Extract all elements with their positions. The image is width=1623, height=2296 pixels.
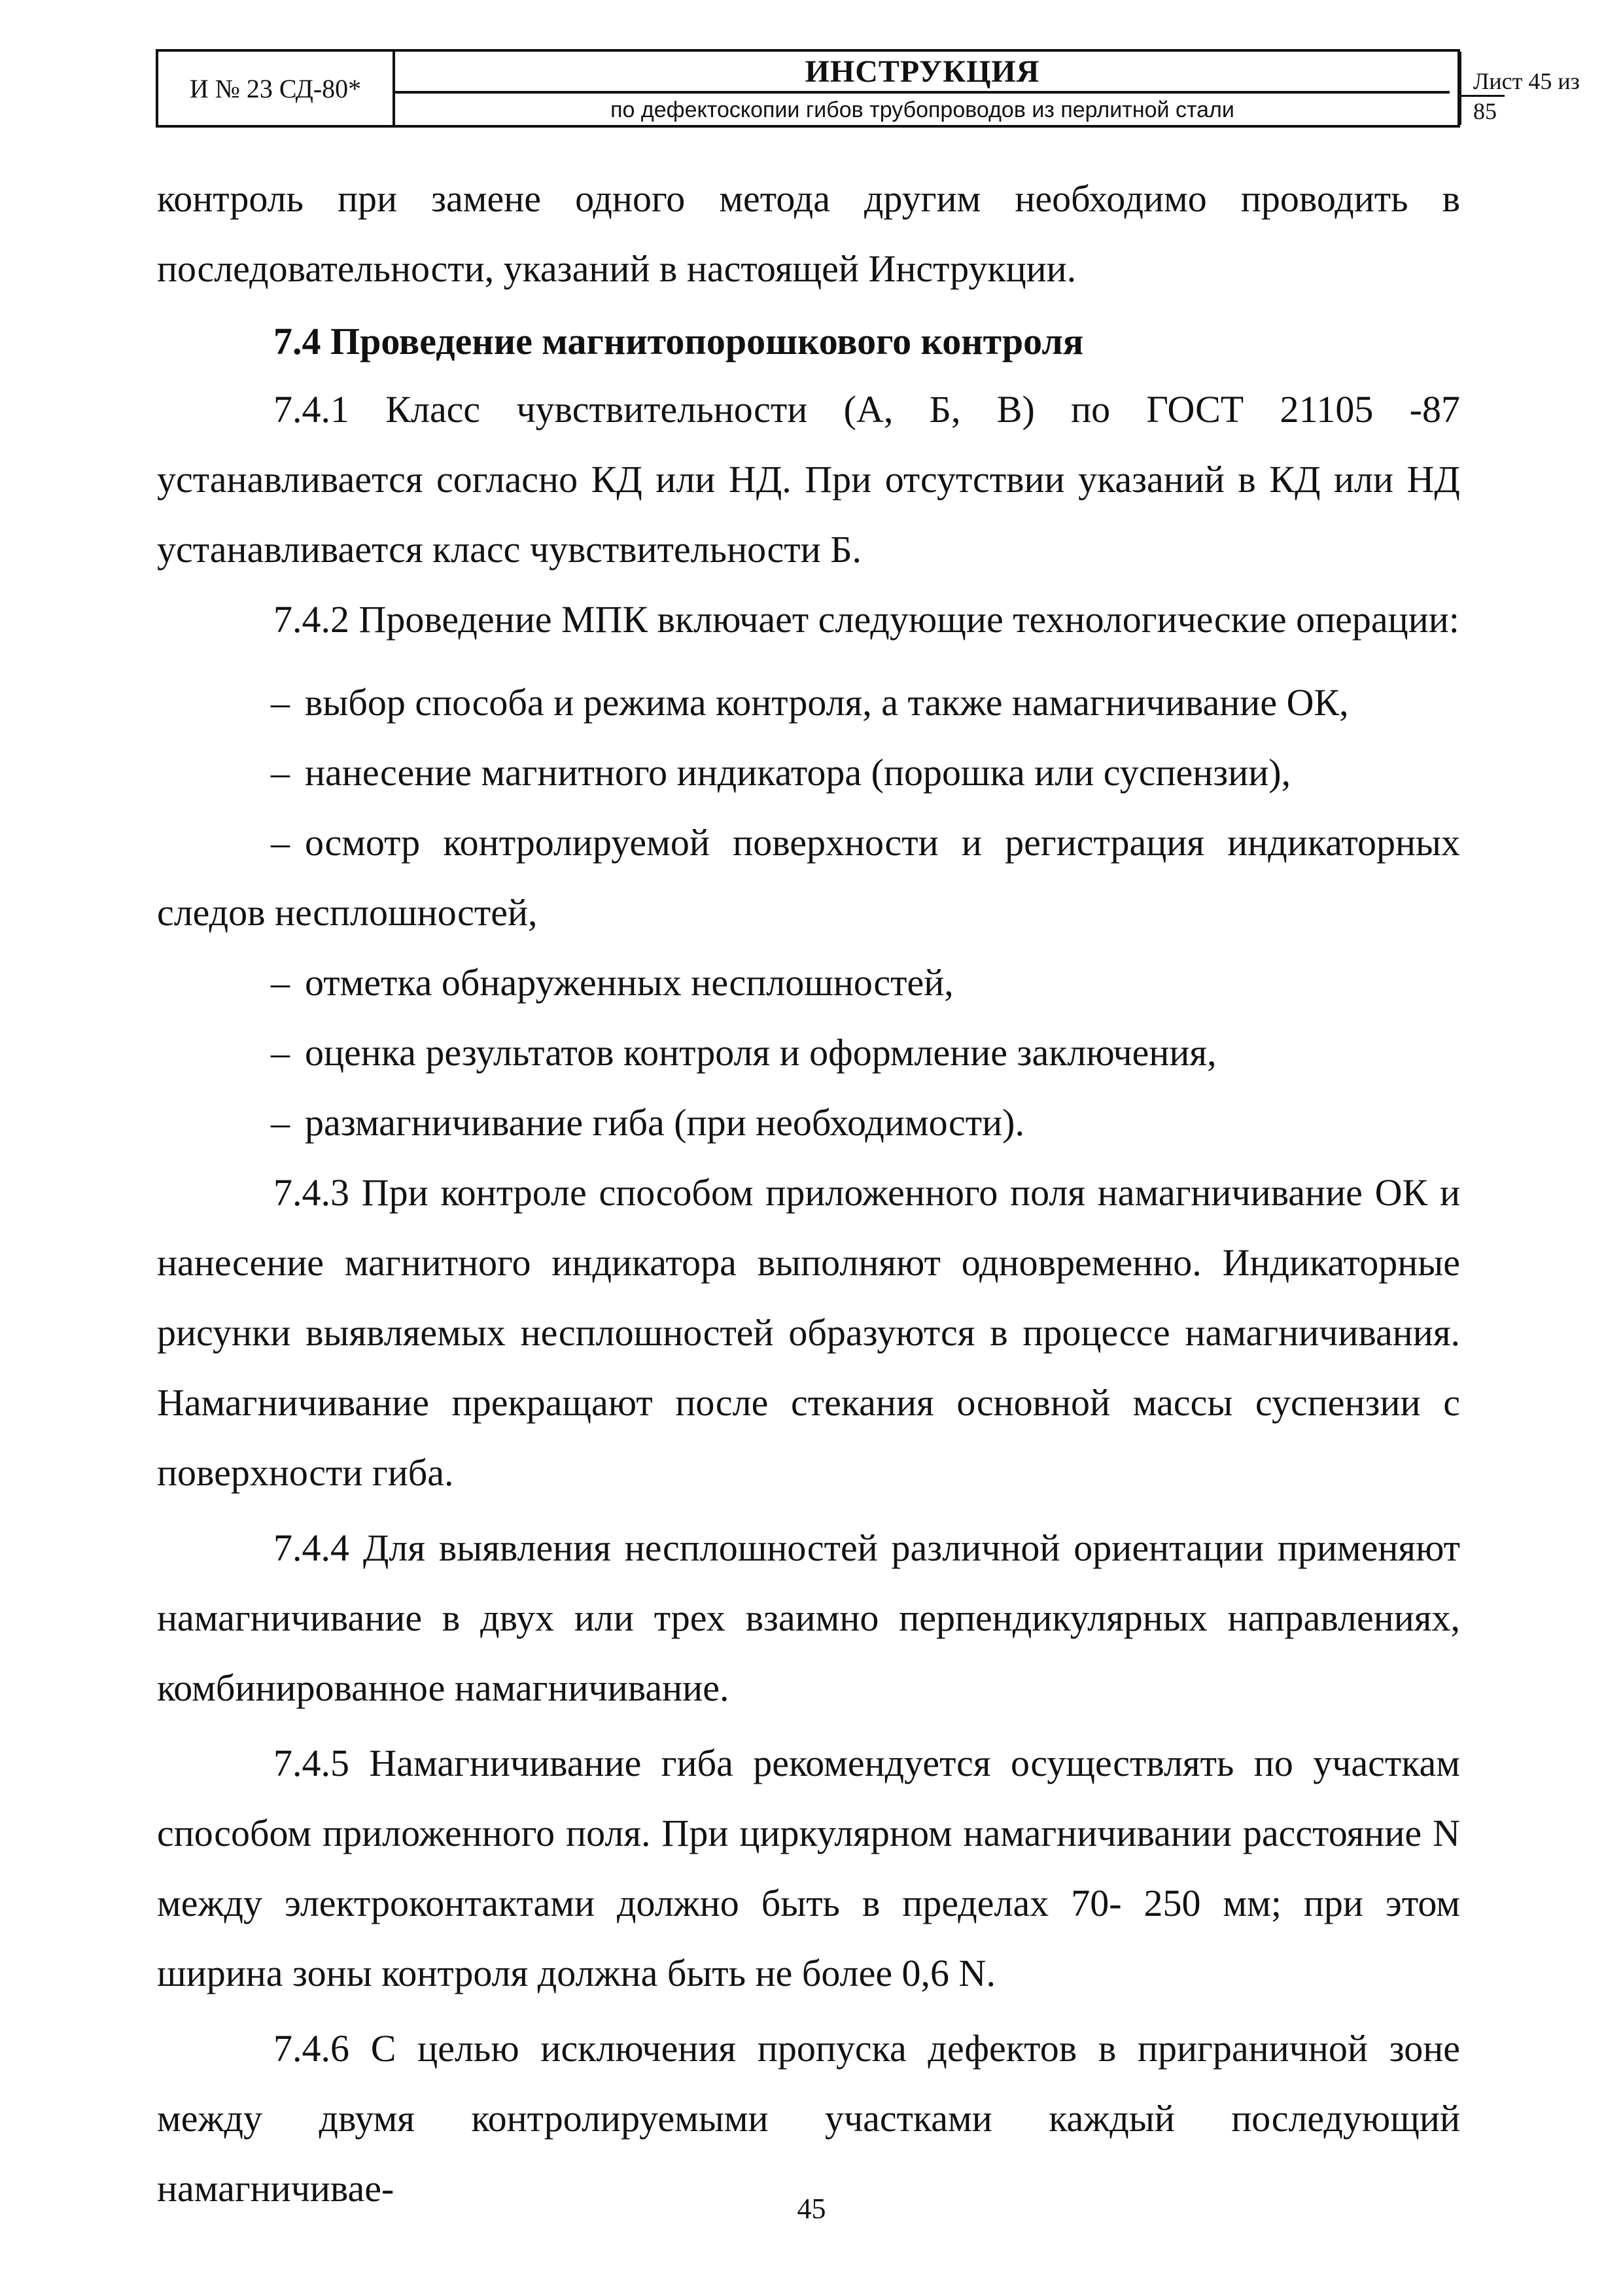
- paragraph-7-4-5: 7.4.5 Намагничивание гиба рекомендуется осуществлять по участкам способом приложенного поля. При циркулярном намагничивании расстояние N между электроконтактами должно быть в пределах 70- 250 мм; при этом ширина зоны контроля должна быть не более 0,6 N.: [157, 1742, 1460, 1994]
- paragraph-7-4-3: 7.4.3 При контроле способом приложенного поля намагничивание ОК и нанесение магнитного индикатора выполняют одновременно. Индикаторные рисунки выявляемых несплошностей образуются в процессе намагничивания. Намагничивание прекращают после стекания основной массы суспензии с поверхности гиба.: [157, 1171, 1460, 1494]
- list-item: [157, 1017, 1460, 1087]
- paragraph-7-4-1: 7.4.1 Класс чувствительности (А, Б, В) по ГОСТ 21105 -87 устанавливается согласно КД или НД. При отсутствии указаний в КД или НД устанавливается класс чувствительности Б.: [157, 388, 1460, 571]
- body-text: [157, 164, 1460, 2223]
- paragraph-7-4-2: 7.4.2 Проведение МПК включает следующие технологические операции:: [273, 598, 1459, 641]
- section-heading: 7.4 Проведение магнитопорошкового контроля: [273, 320, 1084, 362]
- header-title-block: [395, 52, 1450, 125]
- document-title: ИНСТРУКЦИЯ: [395, 52, 1450, 94]
- list-item: [157, 737, 1460, 807]
- dash-marker: –: [271, 681, 290, 724]
- document-subtitle: по дефектоскопии гибов трубопроводов из перлитной стали: [610, 97, 1234, 122]
- dash-marker: –: [271, 821, 290, 864]
- intro-paragraph: контроль при замене одного метода другим необходимо проводить в последовательности, указаний в настоящей Инструкции.: [157, 177, 1460, 290]
- list-item-text: размагничивание гиба (при необходимости).: [305, 1101, 1024, 1144]
- sheet-total: 85: [1473, 98, 1497, 124]
- dash-marker: –: [271, 1031, 290, 1074]
- list-item-text: отметка обнаруженных несплошностей,: [305, 961, 954, 1004]
- list-item: [157, 667, 1460, 737]
- list-item: [157, 947, 1460, 1017]
- paragraph-7-4-4: 7.4.4 Для выявления несплошностей различной ориентации применяют намагничивание в двух или трех взаимно перпендикулярных направлениях, комбинированное намагничивание.: [157, 1527, 1460, 1709]
- sheet-label: Лист 45 из: [1473, 68, 1580, 94]
- list-item-text: осмотр контролируемой поверхности и регистрация индикаторных следов несплошностей,: [157, 821, 1460, 934]
- operations-list: [157, 667, 1460, 1157]
- page-number: 45: [797, 2193, 826, 2225]
- list-item-text: оценка результатов контроля и оформление заключения,: [305, 1031, 1217, 1074]
- document-code: И № 23 СД-80*: [158, 52, 395, 125]
- list-item: [157, 1087, 1460, 1157]
- list-item-text: выбор способа и режима контроля, а также намагничивание ОК,: [305, 681, 1349, 724]
- sheet-divider: [1461, 95, 1505, 97]
- list-item-text: нанесение магнитного индикатора (порошка или суспензии),: [305, 751, 1291, 794]
- dash-marker: –: [271, 751, 290, 794]
- dash-marker: –: [271, 961, 290, 1004]
- header-stamp: [156, 49, 1580, 128]
- dash-marker: –: [271, 1101, 290, 1144]
- list-item: [157, 807, 1460, 947]
- sheet-number: [1459, 52, 1616, 125]
- paragraph-7-4-6: 7.4.6 С целью исключения пропуска дефектов в приграничной зоне между двумя контролируемыми участками каждый последующий намагничивае-: [157, 2027, 1460, 2210]
